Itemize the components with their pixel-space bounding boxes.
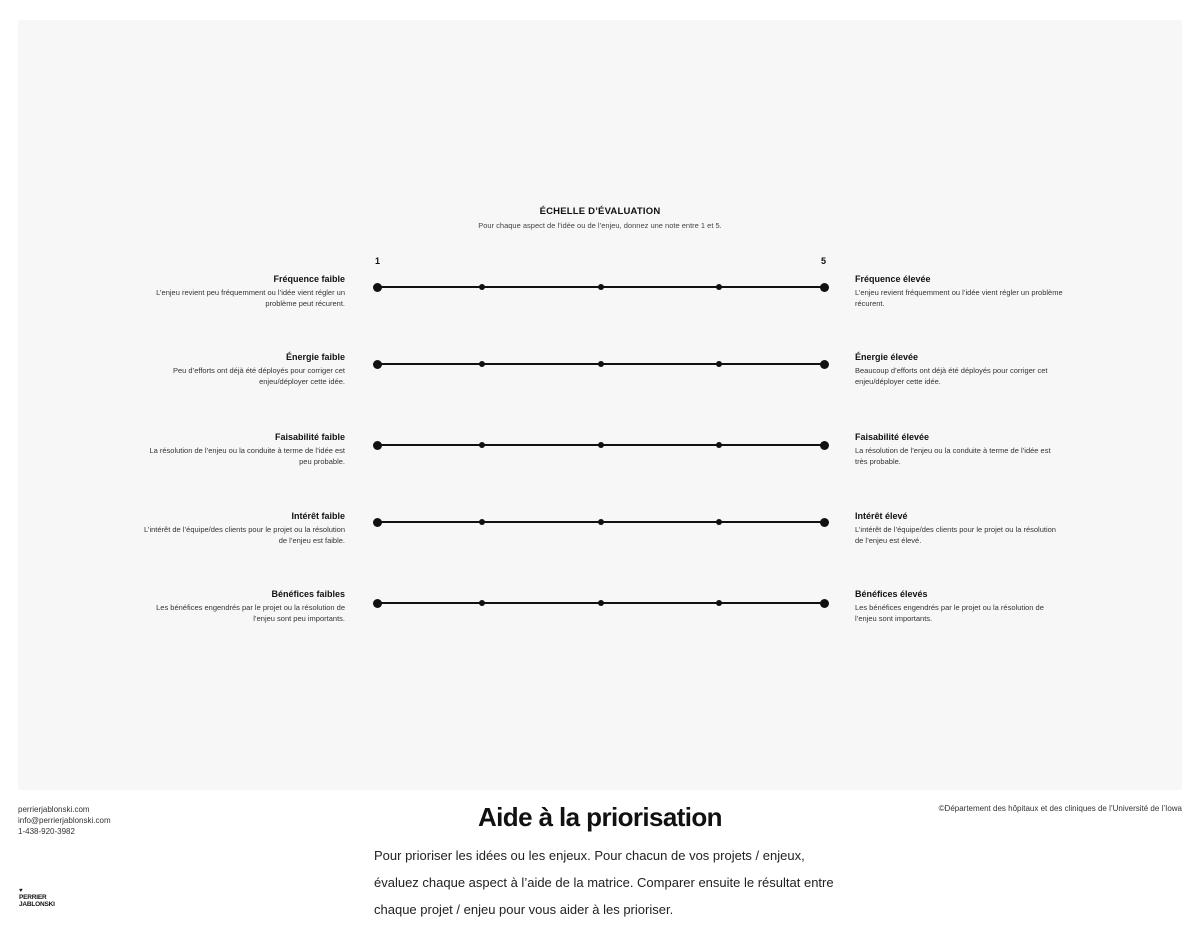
low-title: Bénéfices faibles bbox=[271, 589, 345, 599]
high-text: L’intérêt de l’équipe/des clients pour le projet ou la résolution de l’enjeu est élevé. bbox=[855, 525, 1056, 545]
rating-point-1[interactable] bbox=[373, 599, 382, 608]
low-description bbox=[135, 352, 345, 387]
high-text: L’enjeu revient fréquemment ou l’idée vient régler un problème récurent. bbox=[855, 288, 1063, 308]
rating-point-2[interactable] bbox=[479, 284, 485, 290]
high-description bbox=[855, 432, 1065, 467]
rating-point-2[interactable] bbox=[479, 361, 485, 367]
scale-title: ÉCHELLE D’ÉVALUATION bbox=[539, 206, 661, 217]
rating-panel bbox=[18, 20, 1182, 790]
low-description bbox=[135, 432, 345, 467]
high-title: Fréquence élevée bbox=[855, 274, 931, 284]
scale-max-label: 5 bbox=[821, 256, 827, 266]
low-text: Les bénéfices engendrés par le projet ou la résolution de l’enjeu sont peu importants. bbox=[156, 603, 345, 623]
rating-point-1[interactable] bbox=[373, 283, 382, 292]
high-text: La résolution de l’enjeu ou la conduite à terme de l’idée est très probable. bbox=[855, 446, 1051, 466]
scale-min-label: 1 bbox=[375, 256, 381, 266]
low-text: L’intérêt de l’équipe/des clients pour le projet ou la résolution de l’enjeu est faible. bbox=[144, 525, 345, 545]
rating-point-5[interactable] bbox=[820, 360, 829, 369]
heart-icon: ♥ bbox=[19, 888, 23, 894]
copyright-notice: ©Département des hôpitaux et des cliniques de l’Université de l’Iowa bbox=[938, 804, 1182, 813]
rating-point-5[interactable] bbox=[820, 441, 829, 450]
page-description: Pour prioriser les idées ou les enjeux. Pour chacun de vos projets / enjeux, évaluez chaque aspect à l’aide de la matrice. Comparer ensuite le résultat entre chaque projet / enjeu pour vous aider à les prioriser. bbox=[374, 848, 834, 917]
rating-point-5[interactable] bbox=[820, 599, 829, 608]
rating-point-4[interactable] bbox=[716, 519, 722, 525]
rating-point-4[interactable] bbox=[716, 361, 722, 367]
rating-point-3[interactable] bbox=[598, 284, 604, 290]
website-link[interactable]: perrierjablonski.com bbox=[18, 805, 90, 814]
rating-point-3[interactable] bbox=[598, 361, 604, 367]
high-title: Énergie élevée bbox=[855, 352, 919, 362]
rating-point-3[interactable] bbox=[598, 600, 604, 606]
rating-point-1[interactable] bbox=[373, 518, 382, 527]
low-text: Peu d’efforts ont déjà été déployés pour corriger cet enjeu/déployer cette idée. bbox=[172, 366, 345, 386]
rating-scale-line bbox=[377, 286, 824, 288]
scale-subtitle: Pour chaque aspect de l’idée ou de l’enjeu, donnez une note entre 1 et 5. bbox=[478, 221, 722, 230]
phone-number: 1-438-920-3982 bbox=[18, 827, 75, 836]
rating-point-4[interactable] bbox=[716, 284, 722, 290]
low-text: La résolution de l’enjeu ou la conduite à terme de l’idée est peu probable. bbox=[149, 446, 345, 466]
rating-point-2[interactable] bbox=[479, 442, 485, 448]
logo-wordmark: PERRIER JABLONSKI bbox=[19, 894, 55, 908]
low-title: Faisabilité faible bbox=[274, 432, 345, 442]
rating-point-3[interactable] bbox=[598, 519, 604, 525]
rating-point-3[interactable] bbox=[598, 442, 604, 448]
rating-point-1[interactable] bbox=[373, 441, 382, 450]
rating-point-5[interactable] bbox=[820, 283, 829, 292]
rating-point-2[interactable] bbox=[479, 600, 485, 606]
high-description bbox=[855, 352, 1065, 387]
high-description bbox=[855, 511, 1065, 546]
rating-point-4[interactable] bbox=[716, 600, 722, 606]
rating-point-4[interactable] bbox=[716, 442, 722, 448]
page-title: Aide à la priorisation bbox=[478, 802, 722, 832]
rating-point-1[interactable] bbox=[373, 360, 382, 369]
low-title: Intérêt faible bbox=[291, 511, 345, 521]
high-description bbox=[855, 589, 1065, 624]
low-title: Fréquence faible bbox=[273, 274, 345, 284]
high-title: Bénéfices élevés bbox=[855, 589, 928, 599]
rating-scale-line bbox=[377, 602, 824, 604]
scale-header bbox=[0, 206, 1200, 230]
rating-scale-line bbox=[377, 521, 824, 523]
high-text: Les bénéfices engendrés par le projet ou la résolution de l’enjeu sont importants. bbox=[855, 603, 1044, 623]
low-title: Énergie faible bbox=[285, 352, 345, 362]
email-link[interactable]: info@perrierjablonski.com bbox=[18, 816, 111, 825]
low-text: L’enjeu revient peu fréquemment ou l’idée vient régler un problème peut récurent. bbox=[156, 288, 345, 308]
low-description bbox=[135, 274, 345, 309]
rating-scale-line bbox=[377, 444, 824, 446]
high-text: Beaucoup d’efforts ont déjà été déployés pour corriger cet enjeu/déployer cette idée. bbox=[855, 366, 1048, 386]
high-description bbox=[855, 274, 1065, 309]
low-description bbox=[135, 511, 345, 546]
rating-scale-line bbox=[377, 363, 824, 365]
company-logo bbox=[19, 889, 59, 911]
rating-point-2[interactable] bbox=[479, 519, 485, 525]
low-description bbox=[135, 589, 345, 624]
high-title: Faisabilité élevée bbox=[855, 432, 930, 442]
rating-point-5[interactable] bbox=[820, 518, 829, 527]
high-title: Intérêt élevé bbox=[855, 511, 908, 521]
